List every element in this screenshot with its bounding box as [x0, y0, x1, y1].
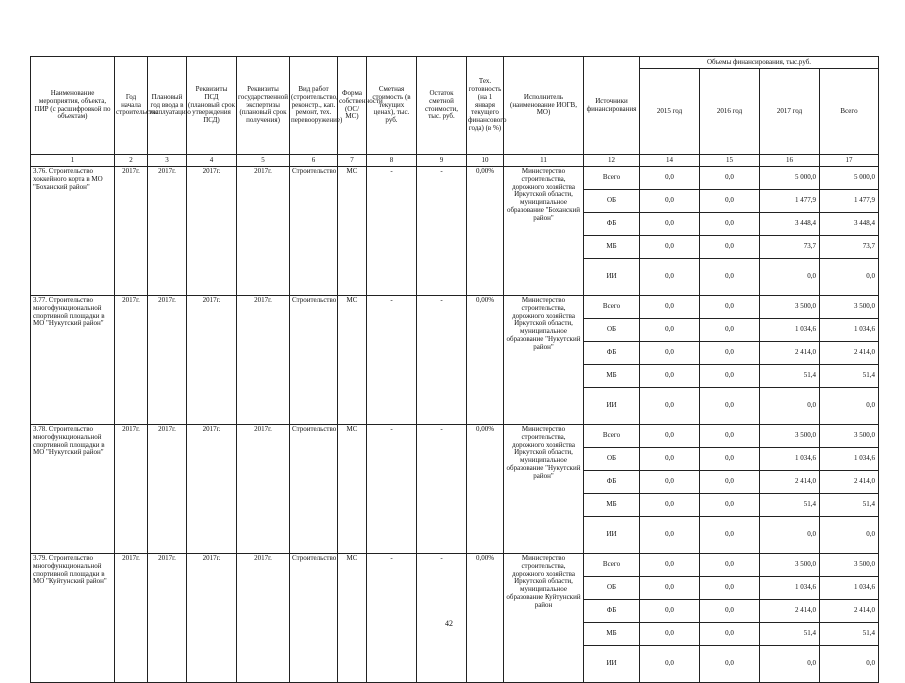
value-2017: 51,4	[760, 623, 820, 646]
value-2017: 5 000,0	[760, 167, 820, 190]
column-number: 4	[187, 155, 237, 167]
project-name: 3.77. Строительство многофункциональной спортивной площадки в МО "Нукутский район"	[31, 296, 115, 425]
value-2016: 0,0	[700, 190, 760, 213]
value-total: 73,7	[820, 236, 879, 259]
funding-source: ИИ	[584, 517, 640, 554]
executor: Министерство строительства, дорожного хозяйства Иркутской области, муниципальное образование Куйтунский район	[504, 554, 584, 683]
value-total: 1 034,6	[820, 577, 879, 600]
value-2015: 0,0	[640, 213, 700, 236]
expertise: 2017г.	[237, 296, 290, 425]
value-2015: 0,0	[640, 167, 700, 190]
value-2017: 2 414,0	[760, 471, 820, 494]
value-2016: 0,0	[700, 471, 760, 494]
value-2016: 0,0	[700, 296, 760, 319]
header-expertise: Реквизиты государственной экспертизы (плановый срок получения)	[237, 57, 290, 155]
value-2015: 0,0	[640, 365, 700, 388]
value-2017: 2 414,0	[760, 342, 820, 365]
header-financing: Объемы финансирования, тыс.руб.	[640, 57, 879, 69]
value-2016: 0,0	[700, 554, 760, 577]
funding-source: МБ	[584, 365, 640, 388]
funding-source: Всего	[584, 425, 640, 448]
cost: -	[367, 167, 417, 296]
work-type: Строительство	[290, 296, 338, 425]
value-total: 0,0	[820, 259, 879, 296]
value-2015: 0,0	[640, 190, 700, 213]
value-total: 51,4	[820, 623, 879, 646]
executor: Министерство строительства, дорожного хозяйства Иркутской области, муниципальное образование "Боханский район"	[504, 167, 584, 296]
value-total: 2 414,0	[820, 600, 879, 623]
readiness: 0,00%	[467, 167, 504, 296]
header-2015: 2015 год	[640, 69, 700, 155]
header-executor: Исполнитель (наименование ИОГВ, МО)	[504, 57, 584, 155]
value-total: 2 414,0	[820, 342, 879, 365]
column-number: 10	[467, 155, 504, 167]
value-total: 51,4	[820, 365, 879, 388]
header-2016: 2016 год	[700, 69, 760, 155]
column-number: 9	[417, 155, 467, 167]
value-total: 3 500,0	[820, 425, 879, 448]
remaining: -	[417, 296, 467, 425]
table-body	[31, 167, 879, 683]
readiness: 0,00%	[467, 296, 504, 425]
value-2017: 0,0	[760, 517, 820, 554]
value-2015: 0,0	[640, 425, 700, 448]
column-number: 1	[31, 155, 115, 167]
expertise: 2017г.	[237, 425, 290, 554]
funding-source: ОБ	[584, 577, 640, 600]
value-2017: 51,4	[760, 365, 820, 388]
column-number: 12	[584, 155, 640, 167]
psd: 2017г.	[187, 554, 237, 683]
readiness: 0,00%	[467, 425, 504, 554]
value-2015: 0,0	[640, 517, 700, 554]
table-row	[31, 425, 879, 448]
value-2017: 0,0	[760, 388, 820, 425]
funding-source: ОБ	[584, 448, 640, 471]
value-2015: 0,0	[640, 600, 700, 623]
value-total: 1 034,6	[820, 319, 879, 342]
value-2017: 2 414,0	[760, 600, 820, 623]
funding-source: ФБ	[584, 600, 640, 623]
column-number: 15	[700, 155, 760, 167]
value-2017: 3 448,4	[760, 213, 820, 236]
value-2017: 1 034,6	[760, 319, 820, 342]
value-2016: 0,0	[700, 388, 760, 425]
value-2015: 0,0	[640, 471, 700, 494]
work-type: Строительство	[290, 554, 338, 683]
executor: Министерство строительства, дорожного хозяйства Иркутской области, муниципальное образование "Нукутский район"	[504, 425, 584, 554]
value-2017: 0,0	[760, 646, 820, 683]
value-total: 51,4	[820, 494, 879, 517]
value-2016: 0,0	[700, 365, 760, 388]
header-cost: Сметная стоимость (в текущих ценах), тыс. руб.	[367, 57, 417, 155]
value-2016: 0,0	[700, 494, 760, 517]
value-2015: 0,0	[640, 623, 700, 646]
remaining: -	[417, 425, 467, 554]
project-name: 3.76. Строительство хоккейного корта в МО "Боханский район"	[31, 167, 115, 296]
value-2015: 0,0	[640, 296, 700, 319]
header-2017: 2017 год	[760, 69, 820, 155]
header-total: Всего	[820, 69, 879, 155]
value-2017: 51,4	[760, 494, 820, 517]
value-2015: 0,0	[640, 646, 700, 683]
value-2017: 73,7	[760, 236, 820, 259]
expertise: 2017г.	[237, 167, 290, 296]
header-name: Наименование мероприятия, объекта, ПИР (с расшифровкой по объектам)	[31, 57, 115, 155]
funding-source: ФБ	[584, 471, 640, 494]
remaining: -	[417, 167, 467, 296]
funding-source: Всего	[584, 167, 640, 190]
funding-source: МБ	[584, 623, 640, 646]
remaining: -	[417, 554, 467, 683]
cost: -	[367, 425, 417, 554]
value-total: 1 034,6	[820, 448, 879, 471]
value-2016: 0,0	[700, 236, 760, 259]
value-2017: 3 500,0	[760, 554, 820, 577]
psd: 2017г.	[187, 167, 237, 296]
value-2016: 0,0	[700, 425, 760, 448]
table-header	[31, 57, 879, 167]
year-start: 2017г.	[115, 296, 148, 425]
project-name: 3.79. Строительство многофункциональной спортивной площадки в МО "Куйтунский район"	[31, 554, 115, 683]
work-type: Строительство	[290, 425, 338, 554]
page-number: 42	[445, 619, 453, 628]
value-total: 3 500,0	[820, 554, 879, 577]
work-type: Строительство	[290, 167, 338, 296]
header-readiness: Тех. готовность (на 1 января текущего финансового года) (в %)	[467, 57, 504, 155]
table-row	[31, 296, 879, 319]
value-2017: 3 500,0	[760, 296, 820, 319]
value-2016: 0,0	[700, 259, 760, 296]
value-2016: 0,0	[700, 167, 760, 190]
year-start: 2017г.	[115, 425, 148, 554]
value-2016: 0,0	[700, 600, 760, 623]
column-number: 8	[367, 155, 417, 167]
column-number: 11	[504, 155, 584, 167]
value-2016: 0,0	[700, 646, 760, 683]
funding-source: Всего	[584, 554, 640, 577]
value-2016: 0,0	[700, 623, 760, 646]
value-2016: 0,0	[700, 517, 760, 554]
planned-year: 2017г.	[148, 167, 187, 296]
funding-source: Всего	[584, 296, 640, 319]
value-2015: 0,0	[640, 577, 700, 600]
funding-source: ИИ	[584, 388, 640, 425]
value-2016: 0,0	[700, 342, 760, 365]
column-number: 3	[148, 155, 187, 167]
value-2017: 0,0	[760, 259, 820, 296]
column-number: 5	[237, 155, 290, 167]
ownership: МС	[338, 167, 367, 296]
executor: Министерство строительства, дорожного хозяйства Иркутской области, муниципальное образование "Нукутский район"	[504, 296, 584, 425]
value-2016: 0,0	[700, 213, 760, 236]
value-2015: 0,0	[640, 554, 700, 577]
table-row	[31, 167, 879, 190]
value-2015: 0,0	[640, 236, 700, 259]
value-2015: 0,0	[640, 388, 700, 425]
value-2017: 1 034,6	[760, 577, 820, 600]
value-2017: 1 477,9	[760, 190, 820, 213]
value-2015: 0,0	[640, 342, 700, 365]
year-start: 2017г.	[115, 167, 148, 296]
header-remaining: Остаток сметной стоимости, тыс. руб.	[417, 57, 467, 155]
cost: -	[367, 554, 417, 683]
value-2015: 0,0	[640, 448, 700, 471]
psd: 2017г.	[187, 425, 237, 554]
value-2015: 0,0	[640, 319, 700, 342]
funding-source: ИИ	[584, 646, 640, 683]
funding-source: МБ	[584, 236, 640, 259]
value-2016: 0,0	[700, 577, 760, 600]
funding-source: ИИ	[584, 259, 640, 296]
value-total: 2 414,0	[820, 471, 879, 494]
expertise: 2017г.	[237, 554, 290, 683]
header-work-type: Вид работ (строительство, реконстр., кап. ремонт, тех. перевооружение)	[290, 57, 338, 155]
value-total: 0,0	[820, 646, 879, 683]
funding-source: МБ	[584, 494, 640, 517]
planned-year: 2017г.	[148, 425, 187, 554]
project-name: 3.78. Строительство многофункциональной спортивной площадки в МО "Нукутский район"	[31, 425, 115, 554]
funding-source: ОБ	[584, 190, 640, 213]
psd: 2017г.	[187, 296, 237, 425]
value-total: 1 477,9	[820, 190, 879, 213]
value-2015: 0,0	[640, 494, 700, 517]
funding-source: ФБ	[584, 342, 640, 365]
financing-table	[30, 56, 879, 683]
value-2017: 1 034,6	[760, 448, 820, 471]
header-year-start: Год начала строительства	[115, 57, 148, 155]
column-number: 16	[760, 155, 820, 167]
year-start: 2017г.	[115, 554, 148, 683]
funding-source: ОБ	[584, 319, 640, 342]
column-number: 7	[338, 155, 367, 167]
value-total: 0,0	[820, 388, 879, 425]
ownership: МС	[338, 425, 367, 554]
header-sources: Источники финансирования	[584, 57, 640, 155]
header-ownership: Форма собственности (ОС/МС)	[338, 57, 367, 155]
value-2016: 0,0	[700, 319, 760, 342]
value-total: 3 500,0	[820, 296, 879, 319]
column-number: 14	[640, 155, 700, 167]
value-2015: 0,0	[640, 259, 700, 296]
column-number: 6	[290, 155, 338, 167]
header-psd: Реквизиты ПСД (плановый срок утверждения ПСД)	[187, 57, 237, 155]
planned-year: 2017г.	[148, 296, 187, 425]
value-2017: 3 500,0	[760, 425, 820, 448]
readiness: 0,00%	[467, 554, 504, 683]
ownership: МС	[338, 296, 367, 425]
planned-year: 2017г.	[148, 554, 187, 683]
funding-source: ФБ	[584, 213, 640, 236]
table-row	[31, 554, 879, 577]
value-total: 3 448,4	[820, 213, 879, 236]
ownership: МС	[338, 554, 367, 683]
value-total: 0,0	[820, 517, 879, 554]
column-numbers-row	[31, 155, 879, 167]
cost: -	[367, 296, 417, 425]
value-total: 5 000,0	[820, 167, 879, 190]
column-number: 2	[115, 155, 148, 167]
header-planned-year: Плановый год ввода в эксплуатацию	[148, 57, 187, 155]
value-2016: 0,0	[700, 448, 760, 471]
column-number: 17	[820, 155, 879, 167]
